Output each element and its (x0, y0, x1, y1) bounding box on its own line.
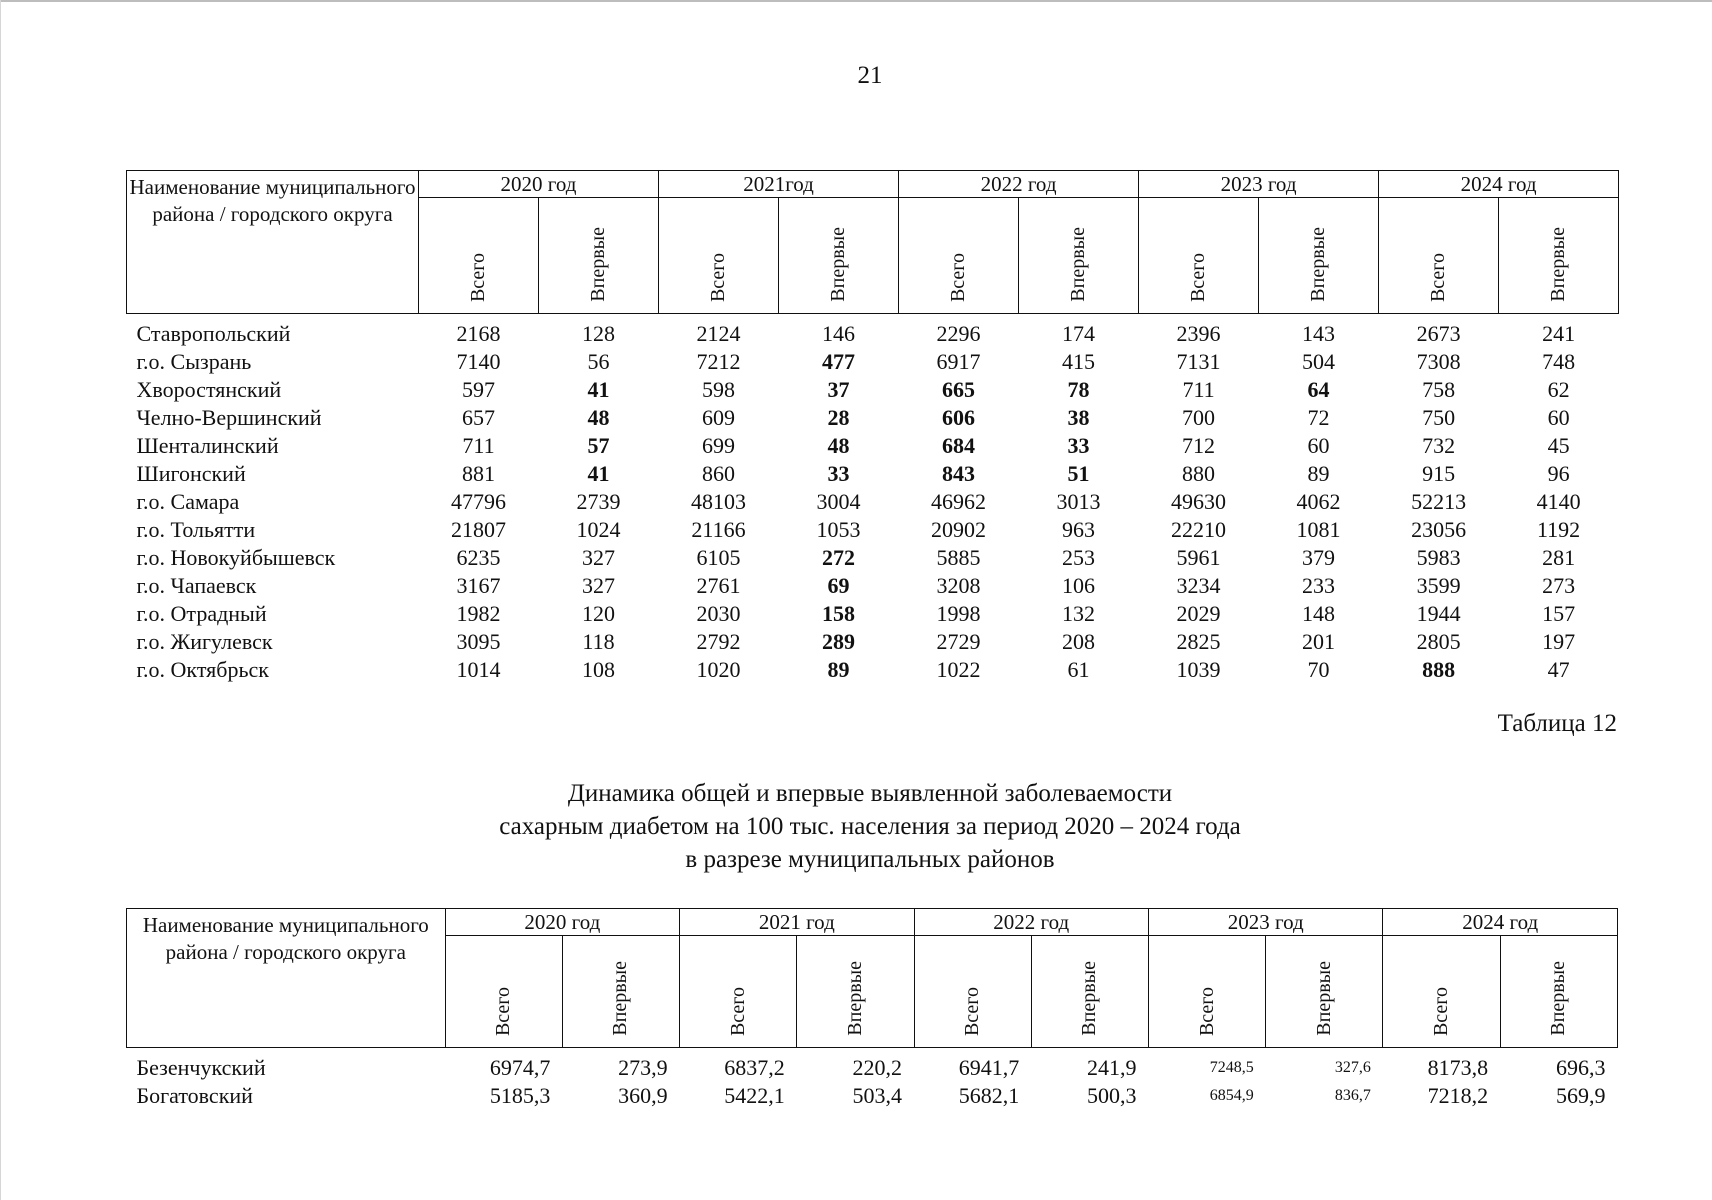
column-header-year: 2023 год (1139, 171, 1379, 198)
table-row (127, 628, 1619, 656)
cell-total: 5885 (936, 545, 981, 570)
cell-total: 758 (1422, 377, 1456, 402)
cell-total: 7140 (456, 349, 501, 374)
table-row (127, 376, 1619, 404)
cell-new: 1192 (1536, 517, 1581, 542)
row-name: г.о. Чапаевск (136, 573, 257, 598)
cell-new: 158 (822, 601, 856, 626)
cell-total: 3599 (1416, 573, 1461, 598)
cell-total: 2729 (936, 629, 981, 654)
cell-total: 1022 (936, 657, 981, 682)
cell-new: 477 (822, 349, 856, 374)
cell-total: 657 (462, 405, 495, 430)
column-header-year: 2021 год (680, 909, 914, 936)
cell-total: 6917 (936, 349, 981, 374)
row-name: г.о. Сызрань (136, 349, 252, 374)
column-header-new: Впервые (1500, 936, 1617, 1048)
row-name: г.о. Новокуйбышевск (136, 545, 336, 570)
cell-new: 41 (587, 461, 610, 486)
cell-new: 157 (1542, 601, 1576, 626)
cell-total: 5185,3 (489, 1083, 551, 1108)
cell-total: 7218,2 (1427, 1083, 1489, 1108)
table-row (127, 488, 1619, 516)
cell-new: 60 (1547, 405, 1570, 430)
column-header-year: 2020 год (419, 171, 659, 198)
cell-new: 33 (1067, 433, 1090, 458)
column-header-total: Всего (680, 936, 797, 1048)
cell-new: 3013 (1056, 489, 1101, 514)
cell-total: 2296 (936, 321, 981, 346)
cell-total: 711 (462, 433, 495, 458)
cell-total: 2396 (1176, 321, 1221, 346)
cell-new: 69 (827, 573, 850, 598)
cell-total: 49630 (1171, 489, 1227, 514)
cell-total: 2825 (1176, 629, 1221, 654)
page-number: 21 (857, 62, 883, 89)
row-name: Безенчукский (136, 1055, 266, 1080)
table-row (127, 1054, 1618, 1082)
cell-total: 7248,5 (1209, 1059, 1254, 1076)
column-header-new: Впервые (562, 936, 679, 1048)
cell-total: 609 (702, 405, 736, 430)
cell-new: 28 (827, 405, 850, 430)
scan-top-edge (0, 0, 1712, 2)
row-name: Шигонский (136, 461, 246, 486)
cell-new: 379 (1302, 545, 1336, 570)
cell-total: 23056 (1411, 517, 1467, 542)
cell-total: 1998 (936, 601, 981, 626)
table-title-line: в разрезе муниципальных районов (685, 846, 1055, 873)
cell-new: 48 (827, 433, 850, 458)
cell-total: 21166 (691, 517, 746, 542)
cell-new: 569,9 (1556, 1083, 1606, 1108)
cell-new: 45 (1547, 433, 1570, 458)
cell-total: 711 (1182, 377, 1215, 402)
cell-total: 1982 (456, 601, 501, 626)
cell-new: 146 (822, 321, 856, 346)
column-header-total: Всего (899, 198, 1019, 314)
row-name: г.о. Самара (136, 489, 240, 514)
column-header-total: Всего (1383, 936, 1500, 1048)
column-header-total: Всего (1139, 198, 1259, 314)
cell-total: 665 (942, 377, 976, 402)
cell-new: 108 (582, 657, 615, 682)
cell-total: 598 (702, 377, 736, 402)
row-name: Богатовский (136, 1083, 253, 1108)
cell-total: 915 (1422, 461, 1456, 486)
table-body (127, 1048, 1618, 1111)
cell-new: 106 (1062, 573, 1096, 598)
cell-total: 1944 (1416, 601, 1461, 626)
cell-total: 20902 (931, 517, 987, 542)
column-header-new: Впервые (1266, 936, 1383, 1048)
cell-new: 51 (1067, 461, 1090, 486)
cell-total: 6837,2 (724, 1055, 785, 1080)
cell-new: 174 (1062, 321, 1096, 346)
cell-new: 1081 (1296, 517, 1341, 542)
column-header-new: Впервые (539, 198, 659, 314)
cell-new: 132 (1062, 601, 1096, 626)
column-header-new: Впервые (797, 936, 914, 1048)
cell-new: 41 (587, 377, 610, 402)
cell-new: 241 (1542, 321, 1576, 346)
cell-new: 963 (1062, 517, 1096, 542)
cell-new: 128 (582, 321, 615, 346)
cell-total: 6235 (456, 545, 501, 570)
cell-new: 197 (1542, 629, 1576, 654)
cell-new: 1024 (576, 517, 621, 542)
cell-total: 881 (462, 461, 495, 486)
cell-new: 241,9 (1086, 1055, 1137, 1080)
table-row (127, 516, 1619, 544)
column-header-year: 2022 год (914, 909, 1148, 936)
table-row (127, 544, 1619, 572)
cell-total: 699 (702, 433, 736, 458)
cell-new: 360,9 (618, 1083, 668, 1108)
row-name: Челно-Вершинский (136, 405, 322, 430)
cell-new: 89 (827, 657, 850, 682)
row-name: г.о. Жигулевск (136, 629, 273, 654)
cell-new: 4062 (1296, 489, 1341, 514)
column-header-total: Всего (659, 198, 779, 314)
cell-total: 750 (1422, 405, 1456, 430)
cell-total: 6941,7 (958, 1055, 1020, 1080)
cell-total: 5422,1 (724, 1083, 785, 1108)
cell-total: 3095 (456, 629, 501, 654)
row-name: Шенталинский (136, 433, 279, 458)
column-header-year: 2021год (659, 171, 899, 198)
cell-total: 21807 (451, 517, 506, 542)
cell-new: 64 (1307, 377, 1330, 402)
cell-total: 5961 (1176, 545, 1221, 570)
cell-total: 7212 (696, 349, 741, 374)
column-header-year: 2023 год (1148, 909, 1382, 936)
cell-total: 2792 (696, 629, 741, 654)
cell-total: 880 (1182, 461, 1216, 486)
cell-new: 148 (1302, 601, 1336, 626)
cell-total: 6974,7 (489, 1055, 551, 1080)
column-header-new: Впервые (1031, 936, 1148, 1048)
column-header-total: Всего (1148, 936, 1265, 1048)
cell-new: 500,3 (1086, 1083, 1137, 1108)
row-name: г.о. Тольятти (136, 517, 256, 542)
cell-new: 4140 (1536, 489, 1581, 514)
cell-new: 47 (1547, 657, 1570, 682)
cell-new: 78 (1067, 377, 1090, 402)
cell-new: 201 (1302, 629, 1336, 654)
cell-total: 1014 (456, 657, 501, 682)
column-header-year: 2024 год (1379, 171, 1619, 198)
cell-new: 70 (1307, 657, 1330, 682)
table-title-line: Динамика общей и впервые выявленной заболеваемости (567, 780, 1173, 807)
column-header-total: Всего (1379, 198, 1499, 314)
column-header-name: Наименование муниципального района / городского округа (127, 171, 419, 314)
cell-total: 7308 (1416, 349, 1461, 374)
cell-total: 684 (942, 433, 976, 458)
cell-new: 233 (1302, 573, 1336, 598)
column-header-new: Впервые (1259, 198, 1379, 314)
column-header-total: Всего (419, 198, 539, 314)
cell-new: 33 (827, 461, 850, 486)
cell-total: 5682,1 (958, 1083, 1020, 1108)
cell-total: 700 (1182, 405, 1216, 430)
cell-total: 2761 (696, 573, 741, 598)
column-header-year: 2022 год (899, 171, 1139, 198)
cell-new: 38 (1067, 405, 1090, 430)
diabetes-morbidity-table (126, 908, 1618, 1110)
table-title-line: сахарным диабетом на 100 тыс. населения за период 2020 – 2024 года (499, 813, 1241, 840)
cell-new: 504 (1302, 349, 1336, 374)
cell-total: 6854,9 (1209, 1087, 1254, 1104)
cell-new: 57 (587, 433, 610, 458)
cell-new: 72 (1307, 405, 1330, 430)
cell-new: 272 (822, 545, 856, 570)
cell-new: 415 (1062, 349, 1096, 374)
cell-total: 597 (462, 377, 495, 402)
row-name: Ставропольский (136, 321, 291, 346)
cell-total: 6105 (696, 545, 741, 570)
cell-total: 2030 (696, 601, 741, 626)
cell-new: 327,6 (1334, 1059, 1371, 1076)
cell-total: 1020 (696, 657, 741, 682)
continued-morbidity-table (126, 170, 1619, 684)
cell-new: 208 (1062, 629, 1096, 654)
cell-new: 61 (1067, 657, 1090, 682)
column-header-total: Всего (445, 936, 562, 1048)
cell-new: 253 (1062, 545, 1096, 570)
cell-total: 2029 (1176, 601, 1221, 626)
table-title (330, 777, 1410, 876)
cell-total: 732 (1422, 433, 1456, 458)
table-row (127, 432, 1619, 460)
cell-new: 118 (582, 629, 615, 654)
cell-total: 22210 (1171, 517, 1227, 542)
cell-new: 2739 (576, 489, 621, 514)
cell-total: 843 (942, 461, 976, 486)
cell-new: 143 (1302, 321, 1336, 346)
column-header-new: Впервые (779, 198, 899, 314)
cell-total: 8173,8 (1427, 1055, 1489, 1080)
cell-total: 3208 (936, 573, 981, 598)
cell-new: 696,3 (1556, 1055, 1606, 1080)
cell-total: 1039 (1176, 657, 1221, 682)
cell-total: 860 (702, 461, 736, 486)
cell-total: 5983 (1416, 545, 1461, 570)
cell-new: 273,9 (618, 1055, 668, 1080)
column-header-year: 2020 год (445, 909, 679, 936)
cell-new: 1053 (816, 517, 861, 542)
cell-total: 48103 (691, 489, 747, 514)
cell-total: 2168 (456, 321, 501, 346)
cell-new: 327 (582, 573, 615, 598)
cell-new: 503,4 (852, 1083, 903, 1108)
table-row (127, 656, 1619, 684)
table-row (127, 348, 1619, 376)
cell-total: 46962 (931, 489, 987, 514)
column-header-name: Наименование муниципального района / городского округа (127, 909, 446, 1048)
cell-new: 60 (1307, 433, 1330, 458)
row-name: г.о. Отрадный (136, 601, 267, 626)
cell-new: 220,2 (852, 1055, 903, 1080)
table-number-label: Таблица 12 (1497, 710, 1617, 737)
cell-new: 89 (1307, 461, 1330, 486)
table-row (127, 572, 1619, 600)
cell-total: 606 (942, 405, 976, 430)
cell-new: 3004 (816, 489, 861, 514)
cell-total: 47796 (451, 489, 506, 514)
row-name: Хворостянский (136, 377, 282, 402)
table-row (127, 1082, 1618, 1110)
cell-total: 52213 (1411, 489, 1467, 514)
table-body (127, 314, 1619, 685)
cell-total: 712 (1182, 433, 1216, 458)
cell-new: 836,7 (1334, 1087, 1371, 1104)
cell-new: 273 (1542, 573, 1576, 598)
table-row (127, 460, 1619, 488)
column-header-year: 2024 год (1383, 909, 1618, 936)
cell-new: 37 (827, 377, 850, 402)
column-header-total: Всего (914, 936, 1031, 1048)
cell-new: 48 (587, 405, 610, 430)
cell-total: 2805 (1416, 629, 1461, 654)
cell-new: 120 (582, 601, 615, 626)
cell-new: 56 (587, 349, 610, 374)
cell-new: 96 (1547, 461, 1570, 486)
cell-new: 327 (582, 545, 615, 570)
table-row (127, 600, 1619, 628)
cell-total: 7131 (1176, 349, 1221, 374)
cell-total: 3167 (456, 573, 501, 598)
cell-total: 2124 (696, 321, 741, 346)
scan-left-edge (0, 0, 1, 1200)
column-header-new: Впервые (1499, 198, 1619, 314)
cell-new: 62 (1547, 377, 1570, 402)
cell-new: 748 (1542, 349, 1576, 374)
cell-total: 3234 (1176, 573, 1221, 598)
column-header-new: Впервые (1019, 198, 1139, 314)
cell-new: 281 (1542, 545, 1576, 570)
cell-total: 888 (1422, 657, 1456, 682)
row-name: г.о. Октябрьск (136, 657, 269, 682)
cell-new: 289 (822, 629, 856, 654)
table-row (127, 320, 1619, 348)
table-row (127, 404, 1619, 432)
cell-total: 2673 (1416, 321, 1461, 346)
